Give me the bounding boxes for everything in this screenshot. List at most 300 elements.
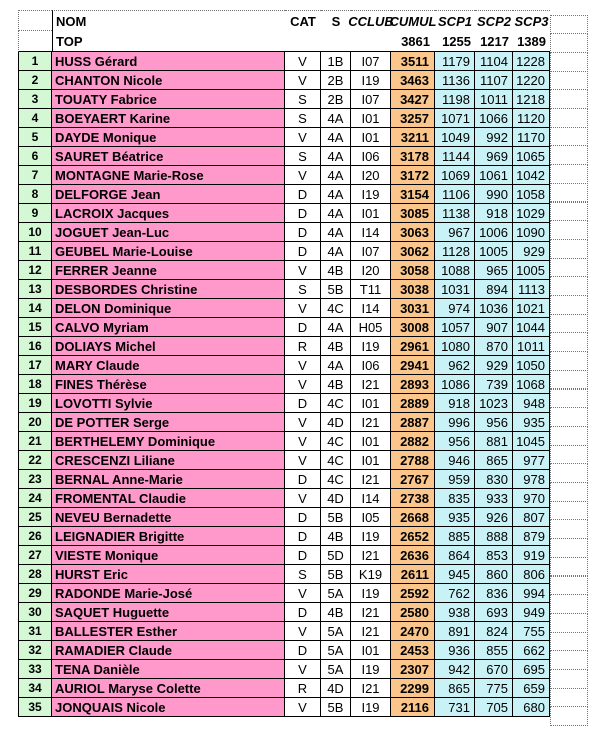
scp1-cell: 1049: [435, 128, 475, 147]
cclub-cell: I21: [351, 413, 391, 432]
scp1-cell: 918: [435, 394, 475, 413]
scp2-cell: 860: [475, 565, 513, 584]
rank-cell: 25: [18, 508, 52, 527]
table-row: [18, 470, 551, 489]
s-cell: 4D: [321, 413, 351, 432]
scp2-cell: 670: [475, 660, 513, 679]
scp2-cell: 1104: [475, 52, 513, 71]
empty-grid-cell: [550, 669, 588, 689]
cumul-cell: 2652: [391, 527, 435, 546]
cumul-cell: 2941: [391, 356, 435, 375]
empty-grid-cell: [550, 332, 588, 352]
rank-cell: 30: [18, 603, 52, 622]
table-row: [18, 90, 551, 109]
scp2-cell: 1107: [475, 71, 513, 90]
cumul-cell: 2307: [391, 660, 435, 679]
scp2-cell: 865: [475, 451, 513, 470]
scp2-cell: 1036: [475, 299, 513, 318]
empty-grid-cell: [550, 519, 588, 539]
table-row: [18, 299, 551, 318]
name-cell: CRESCENZI Liliane: [52, 451, 285, 470]
scp3-cell: 1228: [513, 52, 550, 71]
scp3-cell: 695: [513, 660, 550, 679]
name-cell: SAURET Béatrice: [52, 147, 285, 166]
cat-cell: V: [285, 451, 321, 470]
s-cell: 5B: [321, 698, 351, 717]
cclub-cell: I20: [351, 261, 391, 280]
scp2-cell: 894: [475, 280, 513, 299]
rank-cell: 14: [18, 299, 52, 318]
scp2-cell: 1011: [475, 90, 513, 109]
scp2-cell: 739: [475, 375, 513, 394]
scp3-cell: 1113: [513, 280, 550, 299]
rank-cell: 23: [18, 470, 52, 489]
empty-grid-cell: [550, 89, 588, 109]
rank-cell: 20: [18, 413, 52, 432]
cclub-cell: I14: [351, 223, 391, 242]
s-cell: 4D: [321, 679, 351, 698]
s-cell: 5A: [321, 622, 351, 641]
table-row: [18, 185, 551, 204]
rank-cell: 26: [18, 527, 52, 546]
results-table: [18, 10, 551, 717]
cumul-cell: 3154: [391, 185, 435, 204]
s-cell: 4B: [321, 375, 351, 394]
cumul-cell: 3257: [391, 109, 435, 128]
scp2-cell: 1005: [475, 242, 513, 261]
scp3-cell: 879: [513, 527, 550, 546]
rank-cell: 34: [18, 679, 52, 698]
rank-cell: 2: [18, 71, 52, 90]
rank-cell: 1: [18, 52, 52, 71]
scp2-cell: 969: [475, 147, 513, 166]
scp2-cell: 918: [475, 204, 513, 223]
name-cell: LEIGNADIER Brigitte: [52, 527, 285, 546]
cat-cell: V: [285, 432, 321, 451]
cumul-cell: 2788: [391, 451, 435, 470]
cat-cell: V: [285, 261, 321, 280]
empty-grid-cell: [550, 426, 588, 446]
cat-cell: S: [285, 565, 321, 584]
scp1-cell: 1071: [435, 109, 475, 128]
s-cell: 2B: [321, 90, 351, 109]
cclub-cell: I01: [351, 109, 391, 128]
rank-cell: 18: [18, 375, 52, 394]
empty-grid-cell: [550, 258, 588, 278]
scp2-cell: 881: [475, 432, 513, 451]
cclub-cell: I01: [351, 432, 391, 451]
s-cell: 4A: [321, 109, 351, 128]
scp3-cell: 978: [513, 470, 550, 489]
col-header-scp3: SCP3: [513, 10, 550, 31]
rank-cell: 11: [18, 242, 52, 261]
cclub-cell: I14: [351, 299, 391, 318]
top-scp1-value: 1255: [435, 31, 475, 52]
cat-cell: V: [285, 71, 321, 90]
table-row: [18, 52, 551, 71]
scp2-cell: 888: [475, 527, 513, 546]
cclub-cell: I21: [351, 603, 391, 622]
rank-cell: 32: [18, 641, 52, 660]
scp3-cell: 1029: [513, 204, 550, 223]
s-cell: 4D: [321, 489, 351, 508]
scp1-cell: 1144: [435, 147, 475, 166]
cat-cell: S: [285, 147, 321, 166]
cclub-cell: I21: [351, 622, 391, 641]
cat-cell: D: [285, 546, 321, 565]
scp1-cell: 974: [435, 299, 475, 318]
s-cell: 5A: [321, 660, 351, 679]
cat-cell: S: [285, 109, 321, 128]
top-empty-s: [321, 31, 351, 52]
s-cell: 5B: [321, 508, 351, 527]
scp1-cell: 1138: [435, 204, 475, 223]
name-cell: DOLIAYS Michel: [52, 337, 285, 356]
table-row: [18, 451, 551, 470]
table-row: [18, 565, 551, 584]
cat-cell: D: [285, 508, 321, 527]
scp2-cell: 956: [475, 413, 513, 432]
s-cell: 5A: [321, 641, 351, 660]
scp3-cell: 1120: [513, 109, 550, 128]
scp3-cell: 659: [513, 679, 550, 698]
empty-grid-cell: [550, 445, 588, 465]
empty-grid-cell: [550, 15, 588, 35]
header-row-labels: [18, 10, 551, 31]
scp3-cell: 994: [513, 584, 550, 603]
scp3-cell: 1045: [513, 432, 550, 451]
s-cell: 4A: [321, 242, 351, 261]
s-cell: 1B: [321, 52, 351, 71]
cclub-cell: K19: [351, 565, 391, 584]
cat-cell: D: [285, 603, 321, 622]
scp1-cell: 942: [435, 660, 475, 679]
scp1-cell: 1179: [435, 52, 475, 71]
rank-cell: 12: [18, 261, 52, 280]
cumul-cell: 3031: [391, 299, 435, 318]
cat-cell: V: [285, 166, 321, 185]
cat-cell: D: [285, 470, 321, 489]
empty-grid-cell: [550, 127, 588, 147]
rank-cell: 10: [18, 223, 52, 242]
s-cell: 4B: [321, 527, 351, 546]
scp3-cell: 977: [513, 451, 550, 470]
scp3-cell: 1090: [513, 223, 550, 242]
scp3-cell: 680: [513, 698, 550, 717]
cumul-cell: 3085: [391, 204, 435, 223]
empty-grid-cell: [550, 576, 588, 596]
rank-cell: 19: [18, 394, 52, 413]
table-row: [18, 508, 551, 527]
empty-grid-cell: [550, 295, 588, 315]
empty-grid-cell: [550, 463, 588, 483]
cumul-cell: 3062: [391, 242, 435, 261]
scp1-cell: 1198: [435, 90, 475, 109]
scp3-cell: 1068: [513, 375, 550, 394]
name-cell: GEUBEL Marie-Louise: [52, 242, 285, 261]
name-cell: SAQUET Huguette: [52, 603, 285, 622]
s-cell: 4C: [321, 451, 351, 470]
rank-cell: 7: [18, 166, 52, 185]
scp1-cell: 1128: [435, 242, 475, 261]
top-empty-cclub: [351, 31, 391, 52]
cumul-cell: 2636: [391, 546, 435, 565]
scp3-cell: 948: [513, 394, 550, 413]
rank-cell: 27: [18, 546, 52, 565]
scp2-cell: 992: [475, 128, 513, 147]
cat-cell: V: [285, 356, 321, 375]
empty-grid-cell: [550, 164, 588, 184]
scp1-cell: 864: [435, 546, 475, 565]
cclub-cell: I06: [351, 147, 391, 166]
scp1-cell: 1106: [435, 185, 475, 204]
scp3-cell: 1044: [513, 318, 550, 337]
cumul-cell: 2767: [391, 470, 435, 489]
name-cell: CHANTON Nicole: [52, 71, 285, 90]
cat-cell: S: [285, 90, 321, 109]
cclub-cell: I05: [351, 508, 391, 527]
cumul-cell: 3178: [391, 147, 435, 166]
table-row: [18, 413, 551, 432]
table-row: [18, 242, 551, 261]
scp3-cell: 1050: [513, 356, 550, 375]
name-cell: BALLESTER Esther: [52, 622, 285, 641]
table-row: [18, 204, 551, 223]
cumul-cell: 3063: [391, 223, 435, 242]
empty-grid-cell: [550, 613, 588, 633]
scp1-cell: 996: [435, 413, 475, 432]
rank-cell: 4: [18, 109, 52, 128]
rank-cell: 9: [18, 204, 52, 223]
scp2-cell: 1066: [475, 109, 513, 128]
scp1-cell: 946: [435, 451, 475, 470]
scp2-cell: 933: [475, 489, 513, 508]
name-cell: VIESTE Monique: [52, 546, 285, 565]
cclub-cell: I20: [351, 166, 391, 185]
rank-cell: 22: [18, 451, 52, 470]
scp1-cell: 935: [435, 508, 475, 527]
top-cumul-value: 3861: [391, 31, 435, 52]
cclub-cell: I19: [351, 185, 391, 204]
scp3-cell: 1005: [513, 261, 550, 280]
cat-cell: V: [285, 584, 321, 603]
scp3-cell: 949: [513, 603, 550, 622]
scp2-cell: 853: [475, 546, 513, 565]
corner-empty-cell: [18, 31, 52, 52]
top-scp2-value: 1217: [475, 31, 513, 52]
scp2-cell: 907: [475, 318, 513, 337]
scp1-cell: 891: [435, 622, 475, 641]
cumul-cell: 3463: [391, 71, 435, 90]
name-cell: DAYDE Monique: [52, 128, 285, 147]
scp1-cell: 1069: [435, 166, 475, 185]
s-cell: 2B: [321, 71, 351, 90]
name-cell: FINES Thérèse: [52, 375, 285, 394]
cclub-cell: I01: [351, 451, 391, 470]
empty-grid-cell: [550, 202, 588, 222]
scp2-cell: 870: [475, 337, 513, 356]
col-header-cumul: CUMUL: [391, 10, 435, 31]
cumul-cell: 2893: [391, 375, 435, 394]
table-row: [18, 527, 551, 546]
scp1-cell: 1080: [435, 337, 475, 356]
name-cell: TOUATY Fabrice: [52, 90, 285, 109]
rank-cell: 8: [18, 185, 52, 204]
empty-grid-cell: [550, 52, 588, 72]
cclub-cell: I21: [351, 375, 391, 394]
empty-grid-cell: [550, 407, 588, 427]
empty-grid-cell: [550, 650, 588, 670]
cat-cell: D: [285, 527, 321, 546]
cclub-cell: I01: [351, 128, 391, 147]
col-header-scp2: SCP2: [475, 10, 513, 31]
scp1-cell: 865: [435, 679, 475, 698]
empty-grid-cell: [550, 538, 588, 558]
rank-cell: 17: [18, 356, 52, 375]
cumul-cell: 2961: [391, 337, 435, 356]
scp2-cell: 855: [475, 641, 513, 660]
empty-grid-cell: [550, 370, 588, 390]
s-cell: 5B: [321, 280, 351, 299]
scp1-cell: 938: [435, 603, 475, 622]
table-row: [18, 584, 551, 603]
name-cell: RAMADIER Claude: [52, 641, 285, 660]
empty-grid-cell: [550, 706, 588, 726]
rank-cell: 15: [18, 318, 52, 337]
scp3-cell: 755: [513, 622, 550, 641]
rank-cell: 16: [18, 337, 52, 356]
cat-cell: D: [285, 394, 321, 413]
s-cell: 4C: [321, 470, 351, 489]
table-row: [18, 356, 551, 375]
cumul-cell: 2668: [391, 508, 435, 527]
name-cell: FERRER Jeanne: [52, 261, 285, 280]
scp2-cell: 1023: [475, 394, 513, 413]
scp3-cell: 1218: [513, 90, 550, 109]
cat-cell: R: [285, 679, 321, 698]
s-cell: 4A: [321, 204, 351, 223]
rank-cell: 29: [18, 584, 52, 603]
scp1-cell: 835: [435, 489, 475, 508]
cumul-cell: 3427: [391, 90, 435, 109]
s-cell: 4A: [321, 128, 351, 147]
cclub-cell: H05: [351, 318, 391, 337]
scp1-cell: 1031: [435, 280, 475, 299]
empty-grid-cell: [550, 108, 588, 128]
rank-cell: 35: [18, 698, 52, 717]
cclub-cell: I19: [351, 698, 391, 717]
table-row: [18, 318, 551, 337]
table-row: [18, 375, 551, 394]
scp3-cell: 919: [513, 546, 550, 565]
scp1-cell: 956: [435, 432, 475, 451]
cat-cell: V: [285, 489, 321, 508]
empty-grid-cell: [550, 220, 588, 240]
cat-cell: V: [285, 375, 321, 394]
name-cell: FROMENTAL Claudie: [52, 489, 285, 508]
cumul-cell: 3038: [391, 280, 435, 299]
rank-cell: 33: [18, 660, 52, 679]
col-header-cat: CAT: [285, 10, 321, 31]
name-cell: HUSS Gérard: [52, 52, 285, 71]
scp1-cell: 1057: [435, 318, 475, 337]
table-row: [18, 622, 551, 641]
s-cell: 5D: [321, 546, 351, 565]
table-row: [18, 660, 551, 679]
table-row: [18, 109, 551, 128]
s-cell: 4A: [321, 185, 351, 204]
name-cell: MONTAGNE Marie-Rose: [52, 166, 285, 185]
table-row: [18, 546, 551, 565]
right-gutter: [550, 0, 588, 731]
empty-grid-cell: [550, 33, 588, 53]
empty-grid-cell: [550, 314, 588, 334]
s-cell: 4B: [321, 337, 351, 356]
table-row: [18, 679, 551, 698]
cumul-cell: 2592: [391, 584, 435, 603]
scp2-cell: 830: [475, 470, 513, 489]
table-row: [18, 128, 551, 147]
table-row: [18, 337, 551, 356]
table-row: [18, 489, 551, 508]
name-cell: NEVEU Bernadette: [52, 508, 285, 527]
cumul-cell: 3008: [391, 318, 435, 337]
s-cell: 4C: [321, 299, 351, 318]
cat-cell: S: [285, 280, 321, 299]
empty-grid-cell: [550, 632, 588, 652]
table-row: [18, 261, 551, 280]
cat-cell: R: [285, 337, 321, 356]
s-cell: 4C: [321, 432, 351, 451]
cumul-cell: 2116: [391, 698, 435, 717]
cclub-cell: I07: [351, 52, 391, 71]
cclub-cell: I01: [351, 204, 391, 223]
name-cell: JOGUET Jean-Luc: [52, 223, 285, 242]
empty-grid-cell: [550, 594, 588, 614]
cat-cell: D: [285, 223, 321, 242]
scp3-cell: 662: [513, 641, 550, 660]
header-row-top: [18, 31, 551, 52]
corner-empty-cell: [18, 10, 52, 31]
rank-cell: 31: [18, 622, 52, 641]
cat-cell: V: [285, 660, 321, 679]
rank-cell: 3: [18, 90, 52, 109]
empty-grid-cell: [550, 501, 588, 521]
cclub-cell: I01: [351, 394, 391, 413]
s-cell: 4C: [321, 394, 351, 413]
s-cell: 4B: [321, 261, 351, 280]
cat-cell: V: [285, 698, 321, 717]
scp3-cell: 970: [513, 489, 550, 508]
cumul-cell: 2887: [391, 413, 435, 432]
table-row: [18, 147, 551, 166]
empty-grid-cell: [550, 688, 588, 708]
rank-cell: 5: [18, 128, 52, 147]
s-cell: 5B: [321, 565, 351, 584]
scp3-cell: 935: [513, 413, 550, 432]
scp1-cell: 731: [435, 698, 475, 717]
col-header-nom: NOM: [52, 10, 285, 31]
cat-cell: V: [285, 52, 321, 71]
scp1-cell: 762: [435, 584, 475, 603]
scp3-cell: 1042: [513, 166, 550, 185]
name-cell: BERNAL Anne-Marie: [52, 470, 285, 489]
scp1-cell: 936: [435, 641, 475, 660]
cclub-cell: I19: [351, 527, 391, 546]
scp2-cell: 1006: [475, 223, 513, 242]
table-row: [18, 603, 551, 622]
cclub-cell: T11: [351, 280, 391, 299]
